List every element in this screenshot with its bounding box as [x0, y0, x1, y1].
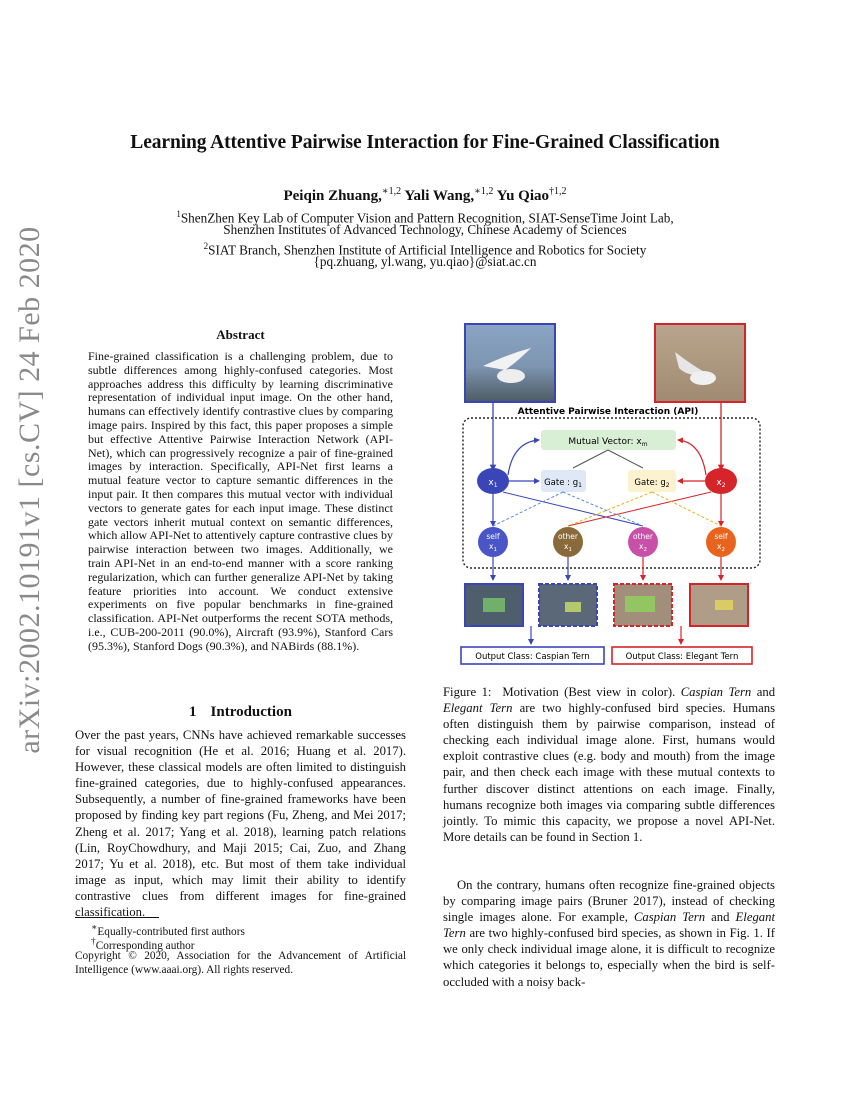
attention-highlight — [715, 600, 733, 610]
author-name: Yali Wang, — [404, 188, 475, 204]
gate-2-label: Gate: $g_2$ — [634, 478, 670, 489]
caption-text: are two highly-confused bird species. Humans often distinguish them by pairwise comparison, instead of checking each individual image alone. First, humans would exploit contrastive clues (e.g. body and mouth) from the image pair, and then check each image with these mutual contexts to further discover distinct attentions on each image. Finally, humans recognize both images via comparing subtle differences jointly. To mimic this capacity, we propose a novel API-Net. More details can be found in Section 1. — [443, 701, 776, 844]
flow-line — [608, 450, 643, 468]
flow-arrow — [508, 440, 539, 475]
x2-label: $x_2$ — [716, 478, 726, 489]
affiliation-text: SIAT Branch, Shenzhen Institute of Artificial Intelligence and Robotics for Society — [208, 242, 647, 258]
copyright-notice: Copyright © 2020, Association for the Advancement of Artificial Intelligence (www.aaai.org). All rights reserved. — [75, 950, 406, 976]
author-sup: †1,2 — [549, 186, 567, 197]
section-heading — [75, 704, 406, 721]
author-name: Peiqin Zhuang, — [283, 188, 382, 204]
attention-highlight — [565, 602, 581, 612]
affiliation-text: Shenzhen Institutes of Advanced Technology, Chinese Academy of Sciences — [223, 222, 627, 237]
attention-highlight — [625, 596, 655, 612]
author-sup: ∗1,2 — [381, 186, 402, 197]
api-figure — [453, 318, 768, 668]
affiliation-line — [0, 222, 850, 239]
footnote-text: Equally-contributed first authors — [97, 925, 245, 938]
species-name: Elegant Tern — [443, 701, 513, 716]
author-email — [0, 254, 850, 271]
abstract-body: Fine-grained classification is a challenging problem, due to subtle differences among highly-confused categories. Most approaches address this difficulty by learning discriminative representation of individual input image. On the other hand, humans can effectively identify contrastive clues by comparing image pairs. Inspired by this fact, this paper proposes a simple but effective Attentive Pairwise Interaction Network (API-Net), which can progressively recognize a pair of fine-grained images by interaction. Specifically, API-Net first learns a mutual feature vector to capture semantic differences in the input pair. It then compares this mutual vector with individual vectors to generate gates for each input image. These distinct gate vectors inherit mutual context on semantic differences, which allow API-Net to attentively capture contrastive clues by pairwise interaction between two images. Additionally, we train API-Net in an end-to-end manner with a score ranking regularization, which can further generalize API-Net by taking feature priorities into account. We conduct extensive experiments on five popular benchmarks in fine-grained classification. API-Net outperforms the recent SOTA methods, i.e., CUB-200-2011 (90.0%), Aircraft (93.9%), Stanford Cars (95.3%), Stanford Dogs (90.3%), and NABirds (88.1%). — [88, 349, 393, 653]
arxiv-stamp — [10, 226, 50, 754]
other-label: other — [633, 532, 653, 541]
elegant-tern-photo — [655, 324, 745, 402]
affiliation-text: ShenZhen Key Lab of Computer Vision and Pattern Recognition, SIAT-SenseTime Joint Lab, — [180, 210, 674, 226]
species-name: Caspian Tern — [680, 685, 752, 699]
species-name: Caspian Tern — [633, 910, 706, 925]
other-x1-label: $x_1$ — [564, 542, 572, 553]
x1-label: $x_1$ — [488, 478, 498, 489]
author-list — [0, 186, 850, 205]
self-x2-label: $x_2$ — [717, 542, 725, 553]
paragraph-text: are two highly-confused bird species, as shown in Fig. 1. If we only check individual image alone, it is difficult to recognize which categories it belongs to, especially when the bird is self-occluded with a noisy back- — [443, 926, 775, 989]
gate-line — [652, 492, 721, 526]
affiliation-sup: 1 — [176, 209, 181, 219]
self-label: self — [486, 532, 500, 541]
caption-label: Figure 1: — [443, 685, 492, 699]
footnote-mark: † — [91, 937, 96, 947]
flow-arrow — [678, 440, 706, 475]
bird-body — [497, 369, 525, 383]
output-class-caspian: Output Class: Caspian Tern — [475, 652, 590, 662]
bird-body — [690, 371, 716, 385]
species-name: Elegant Tern — [443, 910, 776, 941]
figure-caption — [443, 684, 775, 845]
gate-line — [493, 492, 563, 526]
paper-title: Learning Attentive Pairwise Interaction for Fine-Grained Classification — [130, 132, 720, 153]
affiliation-text: {pq.zhuang, yl.wang, yu.qiao}@siat.ac.cn — [313, 254, 537, 269]
caption-text: Motivation (Best view in color). — [502, 685, 676, 699]
paragraph-text: and — [711, 910, 730, 925]
attention-highlight — [483, 598, 505, 612]
flow-line — [568, 492, 711, 526]
flow-line — [573, 450, 608, 468]
flow-line — [503, 492, 643, 526]
abstract-heading: Abstract — [216, 327, 265, 342]
footnote-rule — [75, 917, 159, 918]
affiliation-sup: 2 — [203, 241, 209, 251]
self-x1-label: $x_1$ — [489, 542, 497, 553]
api-box-title: Attentive Pairwise Interaction (API) — [517, 407, 699, 417]
other-label: other — [558, 532, 578, 541]
paragraph-text: On the contrary, humans often recognize fine-grained objects by comparing image pairs (Bruner 2017), instead of checking single images alone. For example, — [443, 878, 775, 925]
self-label: self — [714, 532, 728, 541]
author-name: Yu Qiao — [496, 188, 549, 204]
body-paragraph — [443, 877, 775, 990]
footnote-text: Corresponding author — [95, 939, 195, 952]
author-sup: ∗1,2 — [474, 186, 494, 197]
mutual-vector-label: Mutual Vector: $x_m$ — [568, 437, 648, 448]
section-number: 1 — [189, 704, 197, 720]
gate-1-label: Gate : $g_1$ — [544, 478, 582, 489]
other-x2-label: $x_2$ — [639, 542, 647, 553]
section-title: Introduction — [210, 704, 292, 720]
caption-text: and — [756, 685, 776, 699]
footnote-mark: ∗ — [91, 923, 98, 933]
output-class-elegant: Output Class: Elegant Tern — [625, 652, 739, 662]
arxiv-id: arXiv:2002.10191v1 [cs.CV] 24 Feb 2020 — [13, 226, 46, 754]
intro-paragraph: Over the past years, CNNs have achieved remarkable successes for visual recognition (He et al. 2016; Huang et al. 2017). However, these classical models are often limited to distinguish fine-grained categories, due to highly-confused appearances. Subsequently, a number of fine-grained frameworks have been proposed by finding key part regions (Fu, Zheng, and Mei 2017; Zheng et al. 2017; Yang et al. 2018), learning patch relations (Lin, RoyChowdhury, and Maji 2015; Cai, Zuo, and Zhang 2017; Yu et al. 2018), etc. But most of them take individual image as input, which may limit their ability to identify contrastive clues from different images for fine-grained classification. — [75, 728, 406, 920]
